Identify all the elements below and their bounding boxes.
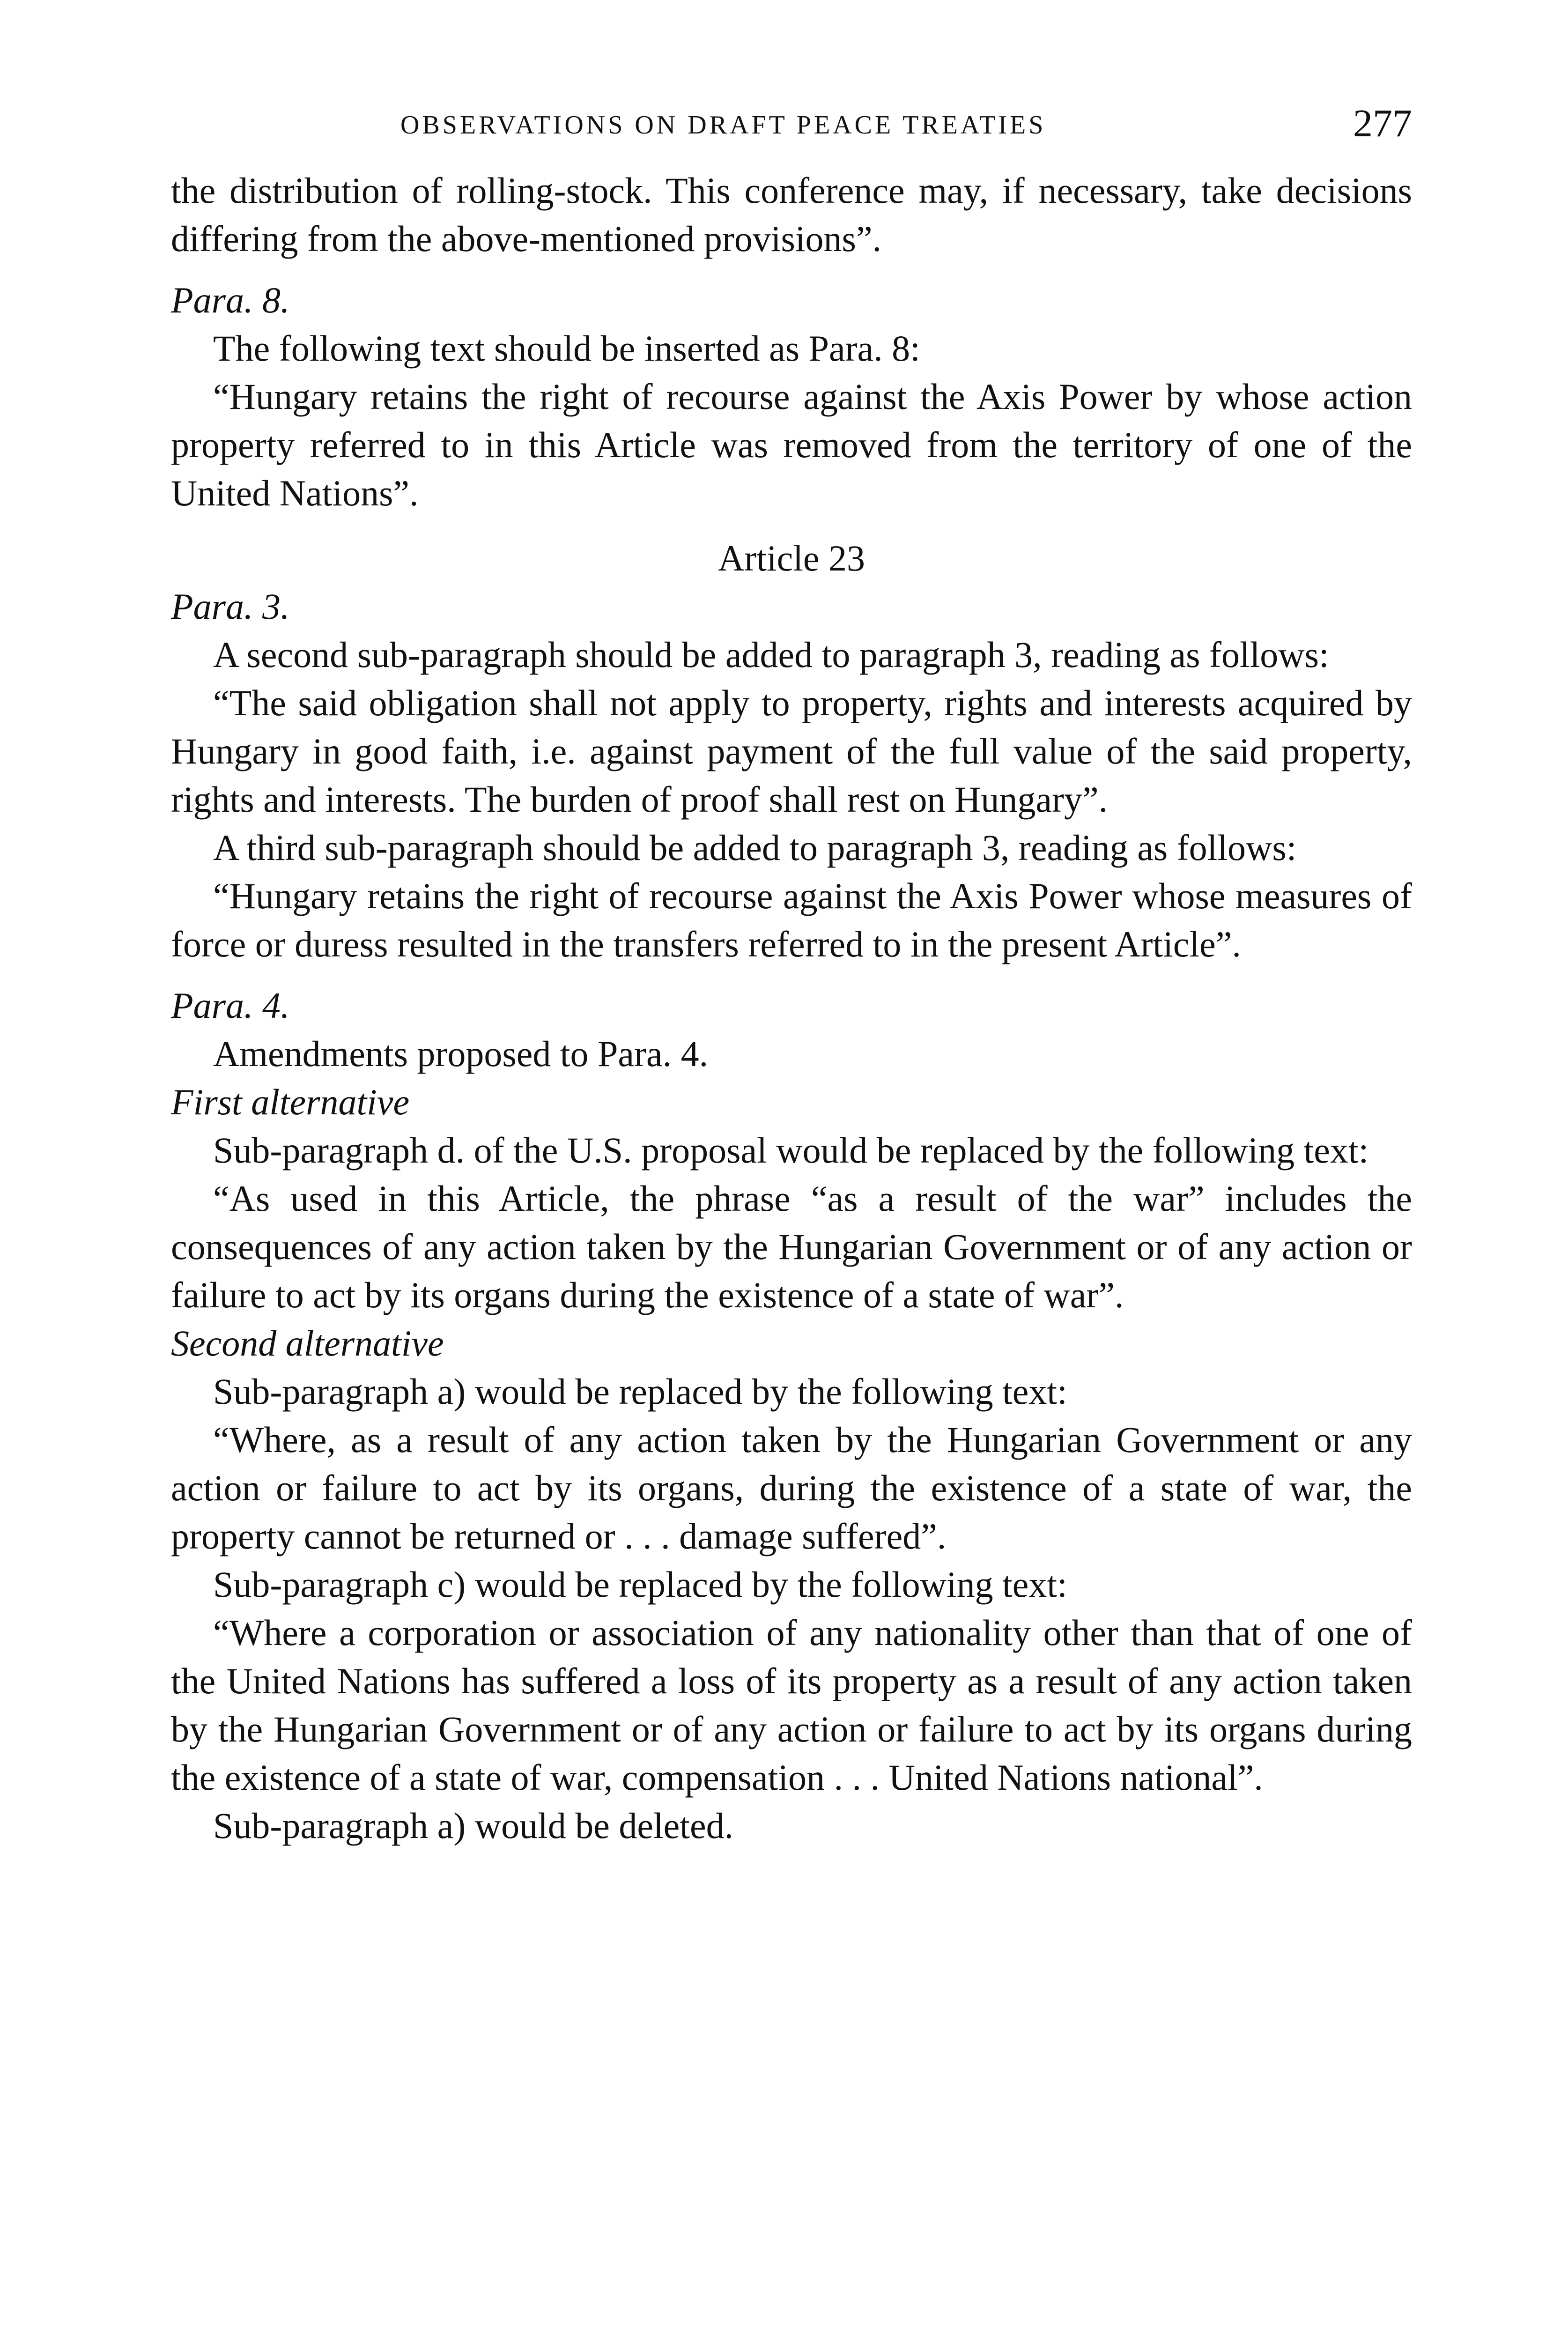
quoted-text-corporation: “Where a corporation or association of any nationality other than that of one of the United Nations has suffered a loss of its property as a result of any action taken by the Hungarian Government or of any action or failure to act by its organs during the existence of a state of war, compensation . . . United Nations national”. [171,1612,1412,1798]
paragraph-subparagraph-c: Sub-paragraph c) would be replaced by the following text: [213,1564,1067,1605]
page-number: 277 [1353,102,1412,145]
para-8-label: Para. 8. [171,280,290,320]
para-3-label: Para. 3. [171,586,290,627]
quoted-text-obligation: “The said obligation shall not apply to property, rights and interests acquired by Hungary in good faith, i.e. against payment of the full value of the said property, rights and interests. The burden of proof shall rest on Hungary”. [171,682,1412,820]
paragraph-subparagraph-a: Sub-paragraph a) would be replaced by the following text: [213,1371,1067,1412]
paragraph-third-subparagraph: A third sub-paragraph should be added to paragraph 3, reading as follows: [213,827,1297,868]
quoted-text-result-of-war: “As used in this Article, the phrase “as a result of the war” includes the consequences of any action taken by the Hungarian Government or of any action or failure to act by its organs during the existence of a state of war”. [171,1178,1412,1315]
quoted-text-para-8: “Hungary retains the right of recourse against the Axis Power by whose action property referred to in this Article was removed from the territory of one of the United Nations”. [171,376,1412,513]
quoted-text-property-returned: “Where, as a result of any action taken by the Hungarian Government or any action or failure to act by its organs, during the existence of a state of war, the property cannot be returned or . . . damage suffered”. [171,1419,1412,1556]
paragraph-subparagraph-a-deleted: Sub-paragraph a) would be deleted. [213,1805,734,1846]
quoted-text-recourse: “Hungary retains the right of recourse against the Axis Power whose measures of force or duress resulted in the transfers referred to in the present Article”. [171,875,1412,964]
paragraph-insert-instruction: The following text should be inserted as Para. 8: [213,328,920,369]
running-header [171,101,1412,166]
paragraph-subparagraph-d: Sub-paragraph d. of the U.S. proposal would be replaced by the following text: [213,1130,1369,1171]
book-page [171,101,1412,1850]
para-4-label: Para. 4. [171,985,290,1026]
paragraph-amendments: Amendments proposed to Para. 4. [213,1033,709,1074]
second-alternative-label: Second alternative [171,1323,444,1364]
paragraph-continuation: the distribution of rolling-stock. This conference may, if necessary, take decisions differing from the above-mentioned provisions”. [171,170,1412,259]
running-title: OBSERVATIONS ON DRAFT PEACE TREATIES [400,111,1046,140]
first-alternative-label: First alternative [171,1082,410,1122]
page-body [171,166,1412,1850]
article-23-heading: Article 23 [717,538,865,578]
paragraph-second-subparagraph: A second sub-paragraph should be added to paragraph 3, reading as follows: [213,634,1329,675]
